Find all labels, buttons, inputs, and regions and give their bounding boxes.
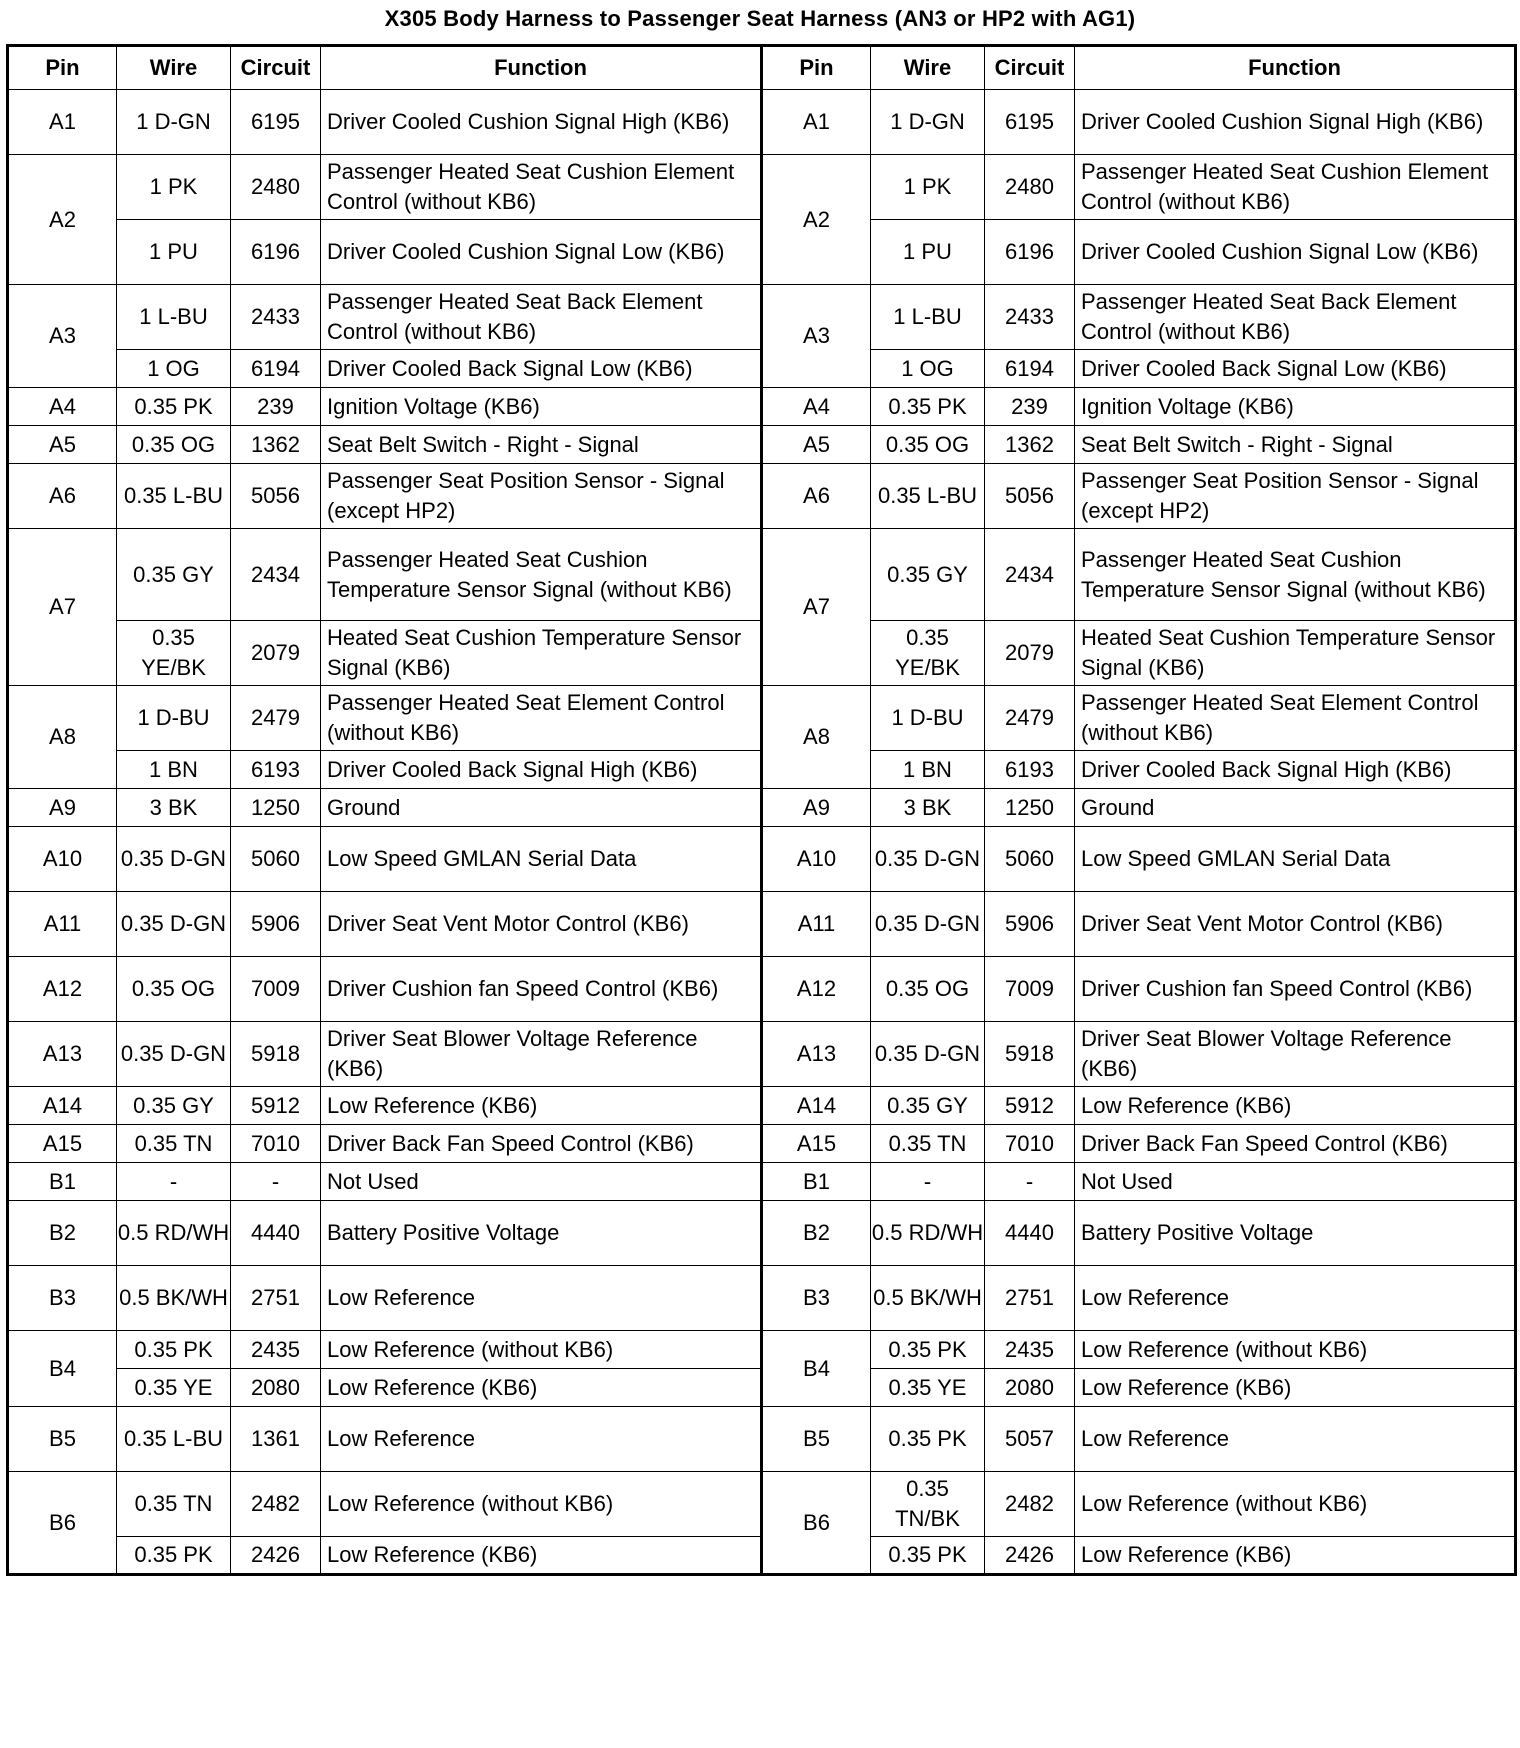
circuit-cell: 5906 xyxy=(231,892,321,957)
circuit-cell: 2080 xyxy=(985,1369,1075,1407)
wire-cell: 0.35 L-BU xyxy=(117,1407,231,1472)
circuit-cell: 239 xyxy=(231,388,321,426)
function-cell: Ground xyxy=(321,789,762,827)
function-cell: Passenger Heated Seat Element Control (without KB6) xyxy=(1075,686,1516,751)
function-cell: Low Reference xyxy=(321,1407,762,1472)
circuit-cell: 2480 xyxy=(231,155,321,220)
wire-cell: 3 BK xyxy=(117,789,231,827)
pin-cell: B3 xyxy=(8,1266,117,1331)
wire-cell: 1 D-BU xyxy=(871,686,985,751)
pin-cell: B6 xyxy=(8,1472,117,1575)
function-cell: Ignition Voltage (KB6) xyxy=(321,388,762,426)
function-cell: Battery Positive Voltage xyxy=(321,1201,762,1266)
pin-cell: A12 xyxy=(762,957,871,1022)
header-pin: Pin xyxy=(762,46,871,90)
pin-cell: B1 xyxy=(762,1163,871,1201)
circuit-cell: - xyxy=(231,1163,321,1201)
wire-cell: 0.35 GY xyxy=(871,1087,985,1125)
pin-cell: B6 xyxy=(762,1472,871,1575)
function-cell: Driver Cooled Cushion Signal Low (KB6) xyxy=(321,220,762,285)
pin-cell: A1 xyxy=(8,90,117,155)
pin-cell: A2 xyxy=(8,155,117,285)
wire-cell: 0.35 GY xyxy=(117,1087,231,1125)
function-cell: Low Reference (without KB6) xyxy=(321,1472,762,1537)
circuit-cell: 5912 xyxy=(985,1087,1075,1125)
wire-cell: 0.35 TN/BK xyxy=(871,1472,985,1537)
pin-cell: A13 xyxy=(8,1022,117,1087)
circuit-cell: 6193 xyxy=(231,751,321,789)
table-row xyxy=(8,957,1516,1022)
pin-cell: B1 xyxy=(8,1163,117,1201)
pin-cell: B5 xyxy=(8,1407,117,1472)
function-cell: Driver Back Fan Speed Control (KB6) xyxy=(1075,1125,1516,1163)
function-cell: Driver Seat Blower Voltage Reference (KB6) xyxy=(1075,1022,1516,1087)
wire-cell: 0.35 PK xyxy=(117,1331,231,1369)
table-row xyxy=(8,1022,1516,1087)
wire-cell: 0.5 BK/WH xyxy=(871,1266,985,1331)
wire-cell: 0.35 D-GN xyxy=(117,892,231,957)
function-cell: Low Reference (without KB6) xyxy=(321,1331,762,1369)
function-cell: Low Reference (KB6) xyxy=(321,1369,762,1407)
function-cell: Driver Seat Vent Motor Control (KB6) xyxy=(1075,892,1516,957)
circuit-cell: 6195 xyxy=(985,90,1075,155)
function-cell: Low Reference xyxy=(1075,1266,1516,1331)
circuit-cell: 2079 xyxy=(985,621,1075,686)
function-cell: Driver Cooled Back Signal High (KB6) xyxy=(321,751,762,789)
circuit-cell: 6193 xyxy=(985,751,1075,789)
function-cell: Passenger Seat Position Sensor - Signal (except HP2) xyxy=(321,464,762,529)
wire-cell: 0.35 D-GN xyxy=(871,827,985,892)
function-cell: Driver Cushion fan Speed Control (KB6) xyxy=(1075,957,1516,1022)
function-cell: Low Reference (without KB6) xyxy=(1075,1472,1516,1537)
pin-cell: A5 xyxy=(762,426,871,464)
function-cell: Low Reference (KB6) xyxy=(321,1537,762,1575)
wire-cell: 0.35 D-GN xyxy=(117,827,231,892)
function-cell: Low Reference (without KB6) xyxy=(1075,1331,1516,1369)
pin-cell: A9 xyxy=(8,789,117,827)
pin-cell: A13 xyxy=(762,1022,871,1087)
function-cell: Driver Seat Blower Voltage Reference (KB6) xyxy=(321,1022,762,1087)
circuit-cell: 2482 xyxy=(231,1472,321,1537)
wire-cell: 1 PK xyxy=(117,155,231,220)
table-row xyxy=(8,155,1516,220)
circuit-cell: 2479 xyxy=(985,686,1075,751)
circuit-cell: 1362 xyxy=(985,426,1075,464)
circuit-cell: 2479 xyxy=(231,686,321,751)
function-cell: Passenger Heated Seat Cushion Temperature Sensor Signal (without KB6) xyxy=(321,529,762,621)
wire-cell: - xyxy=(117,1163,231,1201)
wire-cell: 1 D-BU xyxy=(117,686,231,751)
wire-cell: 1 OG xyxy=(117,350,231,388)
circuit-cell: 6196 xyxy=(985,220,1075,285)
circuit-cell: 7010 xyxy=(985,1125,1075,1163)
circuit-cell: 5918 xyxy=(231,1022,321,1087)
pin-cell: B5 xyxy=(762,1407,871,1472)
wire-cell: 1 OG xyxy=(871,350,985,388)
circuit-cell: 4440 xyxy=(231,1201,321,1266)
table-row xyxy=(8,1087,1516,1125)
pin-cell: A10 xyxy=(8,827,117,892)
wire-cell: 0.35 OG xyxy=(871,426,985,464)
pin-cell: A8 xyxy=(8,686,117,789)
pin-cell: A14 xyxy=(762,1087,871,1125)
function-cell: Passenger Seat Position Sensor - Signal (except HP2) xyxy=(1075,464,1516,529)
circuit-cell: - xyxy=(985,1163,1075,1201)
wire-cell: 1 PK xyxy=(871,155,985,220)
function-cell: Low Speed GMLAN Serial Data xyxy=(1075,827,1516,892)
header-function: Function xyxy=(1075,46,1516,90)
circuit-cell: 1250 xyxy=(985,789,1075,827)
wire-cell: 0.35 PK xyxy=(871,1537,985,1575)
circuit-cell: 5057 xyxy=(985,1407,1075,1472)
circuit-cell: 2435 xyxy=(985,1331,1075,1369)
header-row xyxy=(8,46,1516,90)
circuit-cell: 5056 xyxy=(231,464,321,529)
wire-cell: 1 BN xyxy=(117,751,231,789)
table-row xyxy=(8,529,1516,621)
function-cell: Driver Cushion fan Speed Control (KB6) xyxy=(321,957,762,1022)
circuit-cell: 6194 xyxy=(231,350,321,388)
table-row xyxy=(8,90,1516,155)
table-row xyxy=(8,1472,1516,1537)
circuit-cell: 5060 xyxy=(231,827,321,892)
function-cell: Passenger Heated Seat Element Control (without KB6) xyxy=(321,686,762,751)
pin-cell: A6 xyxy=(8,464,117,529)
wire-cell: 0.35 D-GN xyxy=(117,1022,231,1087)
pin-cell: A4 xyxy=(762,388,871,426)
pin-cell: A3 xyxy=(762,285,871,388)
wire-cell: 0.35 OG xyxy=(871,957,985,1022)
wire-cell: 0.35 TN xyxy=(117,1472,231,1537)
wire-cell: 0.35 GY xyxy=(871,529,985,621)
pin-cell: A11 xyxy=(8,892,117,957)
header-wire: Wire xyxy=(871,46,985,90)
function-cell: Seat Belt Switch - Right - Signal xyxy=(1075,426,1516,464)
function-cell: Passenger Heated Seat Cushion Temperature Sensor Signal (without KB6) xyxy=(1075,529,1516,621)
circuit-cell: 2433 xyxy=(231,285,321,350)
pin-cell: A7 xyxy=(8,529,117,686)
wire-cell: 0.35 YE xyxy=(117,1369,231,1407)
wire-cell: 0.35 D-GN xyxy=(871,892,985,957)
function-cell: Passenger Heated Seat Cushion Element Control (without KB6) xyxy=(1075,155,1516,220)
function-cell: Passenger Heated Seat Back Element Control (without KB6) xyxy=(321,285,762,350)
circuit-cell: 2080 xyxy=(231,1369,321,1407)
wire-cell: 0.5 BK/WH xyxy=(117,1266,231,1331)
wire-cell: 1 D-GN xyxy=(871,90,985,155)
wire-cell: 0.35 TN xyxy=(117,1125,231,1163)
function-cell: Driver Seat Vent Motor Control (KB6) xyxy=(321,892,762,957)
table-row xyxy=(8,285,1516,350)
pin-cell: B4 xyxy=(762,1331,871,1407)
wire-cell: 1 L-BU xyxy=(117,285,231,350)
pin-cell: A12 xyxy=(8,957,117,1022)
wire-cell: 1 D-GN xyxy=(117,90,231,155)
pin-cell: A11 xyxy=(762,892,871,957)
wire-cell: 0.35 YE xyxy=(871,1369,985,1407)
circuit-cell: 7010 xyxy=(231,1125,321,1163)
wire-cell: 1 PU xyxy=(871,220,985,285)
table-row xyxy=(8,789,1516,827)
wire-cell: 0.5 RD/WH xyxy=(871,1201,985,1266)
table-row xyxy=(8,892,1516,957)
wire-cell: 1 BN xyxy=(871,751,985,789)
page-title: X305 Body Harness to Passenger Seat Harness (AN3 or HP2 with AG1) xyxy=(384,6,1136,31)
circuit-cell: 7009 xyxy=(985,957,1075,1022)
function-cell: Driver Cooled Back Signal Low (KB6) xyxy=(1075,350,1516,388)
wire-cell: 0.35 D-GN xyxy=(871,1022,985,1087)
wire-cell: - xyxy=(871,1163,985,1201)
function-cell: Heated Seat Cushion Temperature Sensor Signal (KB6) xyxy=(1075,621,1516,686)
wire-cell: 0.35 OG xyxy=(117,957,231,1022)
function-cell: Not Used xyxy=(1075,1163,1516,1201)
circuit-cell: 6196 xyxy=(231,220,321,285)
circuit-cell: 4440 xyxy=(985,1201,1075,1266)
circuit-cell: 2482 xyxy=(985,1472,1075,1537)
pin-cell: A3 xyxy=(8,285,117,388)
function-cell: Low Reference xyxy=(1075,1407,1516,1472)
circuit-cell: 2480 xyxy=(985,155,1075,220)
function-cell: Ignition Voltage (KB6) xyxy=(1075,388,1516,426)
wire-cell: 0.35 PK xyxy=(117,388,231,426)
circuit-cell: 5056 xyxy=(985,464,1075,529)
wire-cell: 1 L-BU xyxy=(871,285,985,350)
circuit-cell: 1250 xyxy=(231,789,321,827)
circuit-cell: 2433 xyxy=(985,285,1075,350)
pin-cell: A2 xyxy=(762,155,871,285)
circuit-cell: 5060 xyxy=(985,827,1075,892)
wire-cell: 0.35 PK xyxy=(871,388,985,426)
circuit-cell: 239 xyxy=(985,388,1075,426)
pin-cell: B4 xyxy=(8,1331,117,1407)
circuit-cell: 2426 xyxy=(231,1537,321,1575)
header-pin: Pin xyxy=(8,46,117,90)
wire-cell: 0.35 PK xyxy=(871,1407,985,1472)
circuit-cell: 7009 xyxy=(231,957,321,1022)
pin-cell: A15 xyxy=(8,1125,117,1163)
pin-cell: A14 xyxy=(8,1087,117,1125)
pin-cell: A1 xyxy=(762,90,871,155)
circuit-cell: 2434 xyxy=(231,529,321,621)
wire-cell: 0.35 PK xyxy=(871,1331,985,1369)
table-row xyxy=(8,1163,1516,1201)
pin-cell: A9 xyxy=(762,789,871,827)
function-cell: Passenger Heated Seat Cushion Element Control (without KB6) xyxy=(321,155,762,220)
pin-cell: A10 xyxy=(762,827,871,892)
function-cell: Low Speed GMLAN Serial Data xyxy=(321,827,762,892)
table-row xyxy=(8,1266,1516,1331)
function-cell: Driver Cooled Back Signal Low (KB6) xyxy=(321,350,762,388)
pin-cell: A6 xyxy=(762,464,871,529)
pin-cell: A15 xyxy=(762,1125,871,1163)
pin-cell: B2 xyxy=(762,1201,871,1266)
wire-cell: 1 PU xyxy=(117,220,231,285)
wire-cell: 0.35 L-BU xyxy=(117,464,231,529)
wire-cell: 0.5 RD/WH xyxy=(117,1201,231,1266)
wire-cell: 3 BK xyxy=(871,789,985,827)
function-cell: Driver Cooled Cushion Signal High (KB6) xyxy=(1075,90,1516,155)
function-cell: Driver Cooled Cushion Signal Low (KB6) xyxy=(1075,220,1516,285)
header-function: Function xyxy=(321,46,762,90)
circuit-cell: 1362 xyxy=(231,426,321,464)
pin-cell: B2 xyxy=(8,1201,117,1266)
circuit-cell: 2434 xyxy=(985,529,1075,621)
wire-cell: 0.35 YE/BK xyxy=(871,621,985,686)
circuit-cell: 2435 xyxy=(231,1331,321,1369)
header-circuit: Circuit xyxy=(231,46,321,90)
circuit-cell: 1361 xyxy=(231,1407,321,1472)
pin-cell: A4 xyxy=(8,388,117,426)
wire-cell: 0.35 OG xyxy=(117,426,231,464)
table-row xyxy=(8,1331,1516,1369)
table-row xyxy=(8,1201,1516,1266)
table-row xyxy=(8,827,1516,892)
wire-cell: 0.35 TN xyxy=(871,1125,985,1163)
pin-cell: A7 xyxy=(762,529,871,686)
circuit-cell: 2751 xyxy=(985,1266,1075,1331)
header-circuit: Circuit xyxy=(985,46,1075,90)
circuit-cell: 5918 xyxy=(985,1022,1075,1087)
table-row xyxy=(8,686,1516,751)
table-row xyxy=(8,1125,1516,1163)
function-cell: Low Reference (KB6) xyxy=(1075,1087,1516,1125)
function-cell: Low Reference (KB6) xyxy=(321,1087,762,1125)
header-wire: Wire xyxy=(117,46,231,90)
table-row xyxy=(8,388,1516,426)
wire-cell: 0.35 YE/BK xyxy=(117,621,231,686)
circuit-cell: 6194 xyxy=(985,350,1075,388)
pinout-table xyxy=(6,44,1517,1576)
function-cell: Battery Positive Voltage xyxy=(1075,1201,1516,1266)
table-row xyxy=(8,426,1516,464)
pin-cell: B3 xyxy=(762,1266,871,1331)
function-cell: Driver Cooled Back Signal High (KB6) xyxy=(1075,751,1516,789)
function-cell: Low Reference (KB6) xyxy=(1075,1537,1516,1575)
function-cell: Driver Cooled Cushion Signal High (KB6) xyxy=(321,90,762,155)
circuit-cell: 5906 xyxy=(985,892,1075,957)
table-row xyxy=(8,464,1516,529)
wire-cell: 0.35 PK xyxy=(117,1537,231,1575)
function-cell: Driver Back Fan Speed Control (KB6) xyxy=(321,1125,762,1163)
pin-cell: A5 xyxy=(8,426,117,464)
table-row xyxy=(8,1407,1516,1472)
circuit-cell: 2079 xyxy=(231,621,321,686)
circuit-cell: 5912 xyxy=(231,1087,321,1125)
function-cell: Low Reference xyxy=(321,1266,762,1331)
pin-cell: A8 xyxy=(762,686,871,789)
function-cell: Passenger Heated Seat Back Element Control (without KB6) xyxy=(1075,285,1516,350)
function-cell: Seat Belt Switch - Right - Signal xyxy=(321,426,762,464)
function-cell: Ground xyxy=(1075,789,1516,827)
circuit-cell: 6195 xyxy=(231,90,321,155)
function-cell: Low Reference (KB6) xyxy=(1075,1369,1516,1407)
circuit-cell: 2426 xyxy=(985,1537,1075,1575)
function-cell: Heated Seat Cushion Temperature Sensor Signal (KB6) xyxy=(321,621,762,686)
circuit-cell: 2751 xyxy=(231,1266,321,1331)
wire-cell: 0.35 GY xyxy=(117,529,231,621)
wire-cell: 0.35 L-BU xyxy=(871,464,985,529)
function-cell: Not Used xyxy=(321,1163,762,1201)
